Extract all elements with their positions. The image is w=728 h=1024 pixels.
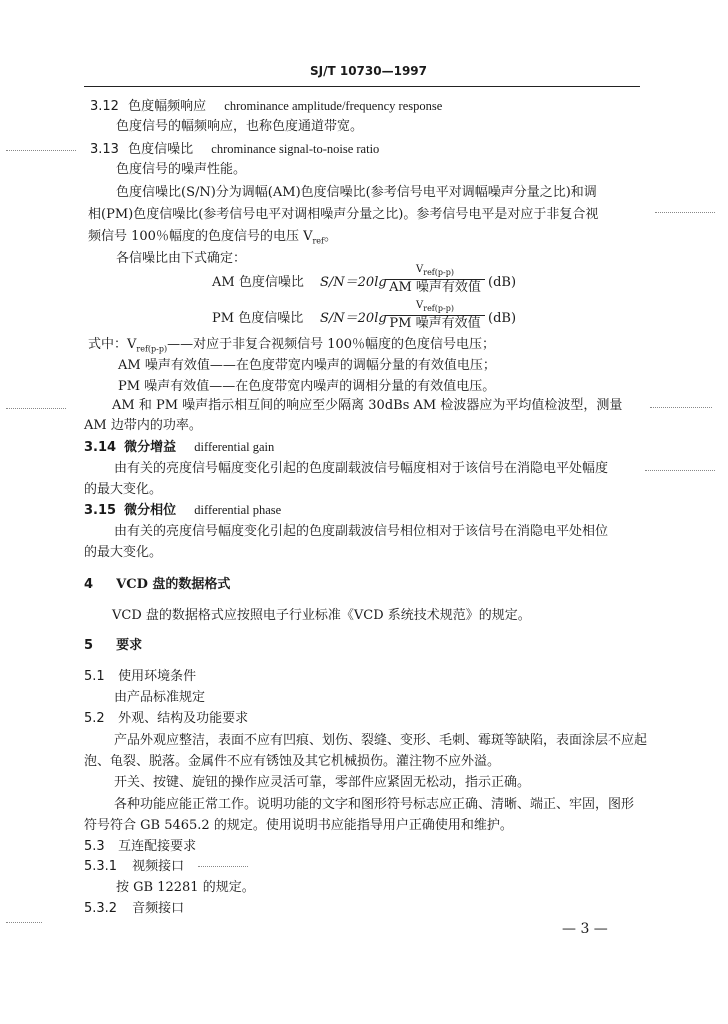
section-title-en: differential phase	[194, 503, 282, 517]
where-line-2: AM 噪声有效值——在色度带宽内噪声的调幅分量的有效值电压；	[118, 358, 496, 373]
section-title-en: chrominance amplitude/frequency response	[224, 99, 443, 113]
section-3-15-body1: 由有关的亮度信号幅度变化引起的色度副载波信号相位相对于该信号在消隐电平处相位	[114, 524, 609, 539]
section-number: 5	[84, 638, 94, 653]
section-3-13-body2a: 色度信噪比(S/N)分为调幅(AM)色度信噪比(参考信号电平对调幅噪声分量之比)和调	[116, 185, 597, 200]
section-title: 使用环境条件	[118, 669, 197, 684]
formula-pm-fraction	[385, 300, 485, 332]
numerator-symbol: V	[416, 300, 424, 311]
section-5-3-heading	[84, 838, 196, 856]
fraction-denominator: PM 噪声有效值	[389, 316, 481, 331]
subscript: ref(p-p)	[136, 344, 168, 354]
fraction-numerator	[385, 264, 485, 280]
section-3-12-heading	[90, 97, 442, 116]
section-5-heading	[84, 637, 142, 655]
section-3-12-body: 色度信号的幅频响应，也称色度通道带宽。	[116, 119, 364, 134]
section-3-13-heading	[90, 140, 379, 159]
section-title-cn: 色度幅频响应	[128, 99, 207, 114]
section-number: 3.13	[90, 142, 119, 157]
section-title-cn: 微分相位	[124, 503, 177, 518]
section-number: 5.3.2	[84, 901, 118, 916]
formula-pm-label: PM 色度信噪比	[212, 311, 304, 326]
formula-am-fraction	[385, 264, 485, 296]
formula-am-unit: (dB)	[488, 275, 517, 290]
section-5-2-body3: 开关、按键、旋钮的操作应灵活可靠，零部件应紧固无松动，指示正确。	[114, 775, 531, 790]
fraction-denominator: AM 噪声有效值	[389, 280, 481, 295]
section-number: 3.15	[84, 503, 117, 518]
formula-am-lhs: S/N＝20lg	[320, 275, 387, 290]
section-4-body: VCD 盘的数据格式应按照电子行业标准《VCD 系统技术规范》的规定。	[112, 608, 531, 623]
section-3-14-heading	[84, 438, 274, 457]
section-title: VCD 盘的数据格式	[116, 577, 231, 592]
section-title: 互连配接要求	[118, 839, 197, 854]
section-number: 5.2	[84, 711, 105, 726]
subscript: ref(p-p)	[423, 304, 454, 313]
section-number: 4	[84, 577, 94, 592]
scan-noise	[650, 407, 712, 409]
section-3-14-body1: 由有关的亮度信号幅度变化引起的色度副载波信号幅度相对于该信号在消隐电平处幅度	[114, 461, 609, 476]
section-5-2-body4: 各种功能应能正常工作。说明功能的文字和图形符号标志应正确、清晰、端正、牢固，图形	[114, 797, 635, 812]
numerator-symbol: V	[416, 264, 424, 275]
section-title: 音频接口	[132, 901, 185, 916]
text-run: 频信号 100％幅度的色度信号的电压 V	[88, 229, 313, 244]
page-number: — 3 —	[562, 921, 608, 937]
section-title-cn: 色度信噪比	[128, 142, 194, 157]
formula-pm-lhs: S/N＝20lg	[320, 311, 387, 326]
formula-am-label: AM 色度信噪比	[212, 275, 304, 290]
subscript: ref(p-p)	[423, 268, 454, 277]
section-3-13-body3: 各信噪比由下式确定：	[116, 251, 247, 266]
subscript: ref	[312, 236, 324, 246]
scan-noise	[645, 470, 715, 472]
section-5-1-heading	[84, 668, 196, 686]
text-run: 式中：V	[88, 337, 137, 352]
section-5-2-body1: 产品外观应整洁，表面不应有凹痕、划伤、裂缝、变形、毛刺、霉斑等缺陷，表面涂层不应起	[114, 733, 648, 748]
section-5-1-body: 由产品标准规定	[114, 690, 206, 705]
section-5-2-body2: 泡、龟裂、脱落。金属件不应有锈蚀及其它机械损伤。灌注物不应外溢。	[84, 754, 501, 769]
section-4-heading	[84, 576, 230, 594]
fraction-numerator	[385, 300, 485, 316]
note-line-1: AM 和 PM 噪声指示相互间的响应至少隔离 30dBs AM 检波器应为平均值检波型，测量	[112, 398, 623, 413]
section-title-en: chrominance signal-to-noise ratio	[211, 142, 380, 156]
where-line-3: PM 噪声有效值——在色度带宽内噪声的调相分量的有效值电压。	[118, 379, 496, 394]
note-line-2: AM 边带内的功率。	[84, 418, 202, 433]
section-5-3-2-heading	[84, 900, 184, 918]
scan-noise	[6, 408, 66, 410]
section-3-13-body2b: 相(PM)色度信噪比(参考信号电平对调相噪声分量之比)。参考信号电平是对应于非复合视	[88, 207, 599, 222]
section-3-13-body1: 色度信号的噪声性能。	[116, 162, 247, 177]
scan-noise	[6, 922, 42, 924]
section-title: 要求	[116, 638, 143, 653]
section-5-3-1-heading	[84, 858, 184, 876]
section-5-2-body5: 符号符合 GB 5465.2 的规定。使用说明书应能指导用户正确使用和维护。	[84, 818, 513, 833]
scan-noise	[198, 866, 248, 868]
section-3-15-heading	[84, 501, 281, 520]
scan-noise	[6, 150, 76, 152]
section-3-14-body2: 的最大变化。	[84, 482, 163, 497]
text-run: 。	[324, 229, 338, 244]
section-5-3-1-body: 按 GB 12281 的规定。	[116, 880, 255, 895]
section-5-2-heading	[84, 710, 248, 728]
section-number: 3.14	[84, 440, 117, 455]
page-header: SJ/T 10730—1997	[310, 64, 427, 78]
where-line-1	[88, 336, 495, 359]
scan-noise	[655, 212, 715, 214]
section-number: 5.1	[84, 669, 105, 684]
section-number: 5.3.1	[84, 859, 118, 874]
section-3-13-body2c	[88, 228, 337, 251]
section-title-cn: 微分增益	[124, 440, 177, 455]
header-rule	[84, 86, 640, 87]
section-number: 5.3	[84, 839, 105, 854]
section-number: 3.12	[90, 99, 119, 114]
text-run: ——对应于非复合视频信号 100％幅度的色度信号电压；	[167, 337, 496, 352]
section-title-en: differential gain	[194, 440, 275, 454]
formula-pm-unit: (dB)	[488, 311, 517, 326]
section-title: 外观、结构及功能要求	[118, 711, 249, 726]
section-title: 视频接口	[132, 859, 185, 874]
section-3-15-body2: 的最大变化。	[84, 545, 163, 560]
